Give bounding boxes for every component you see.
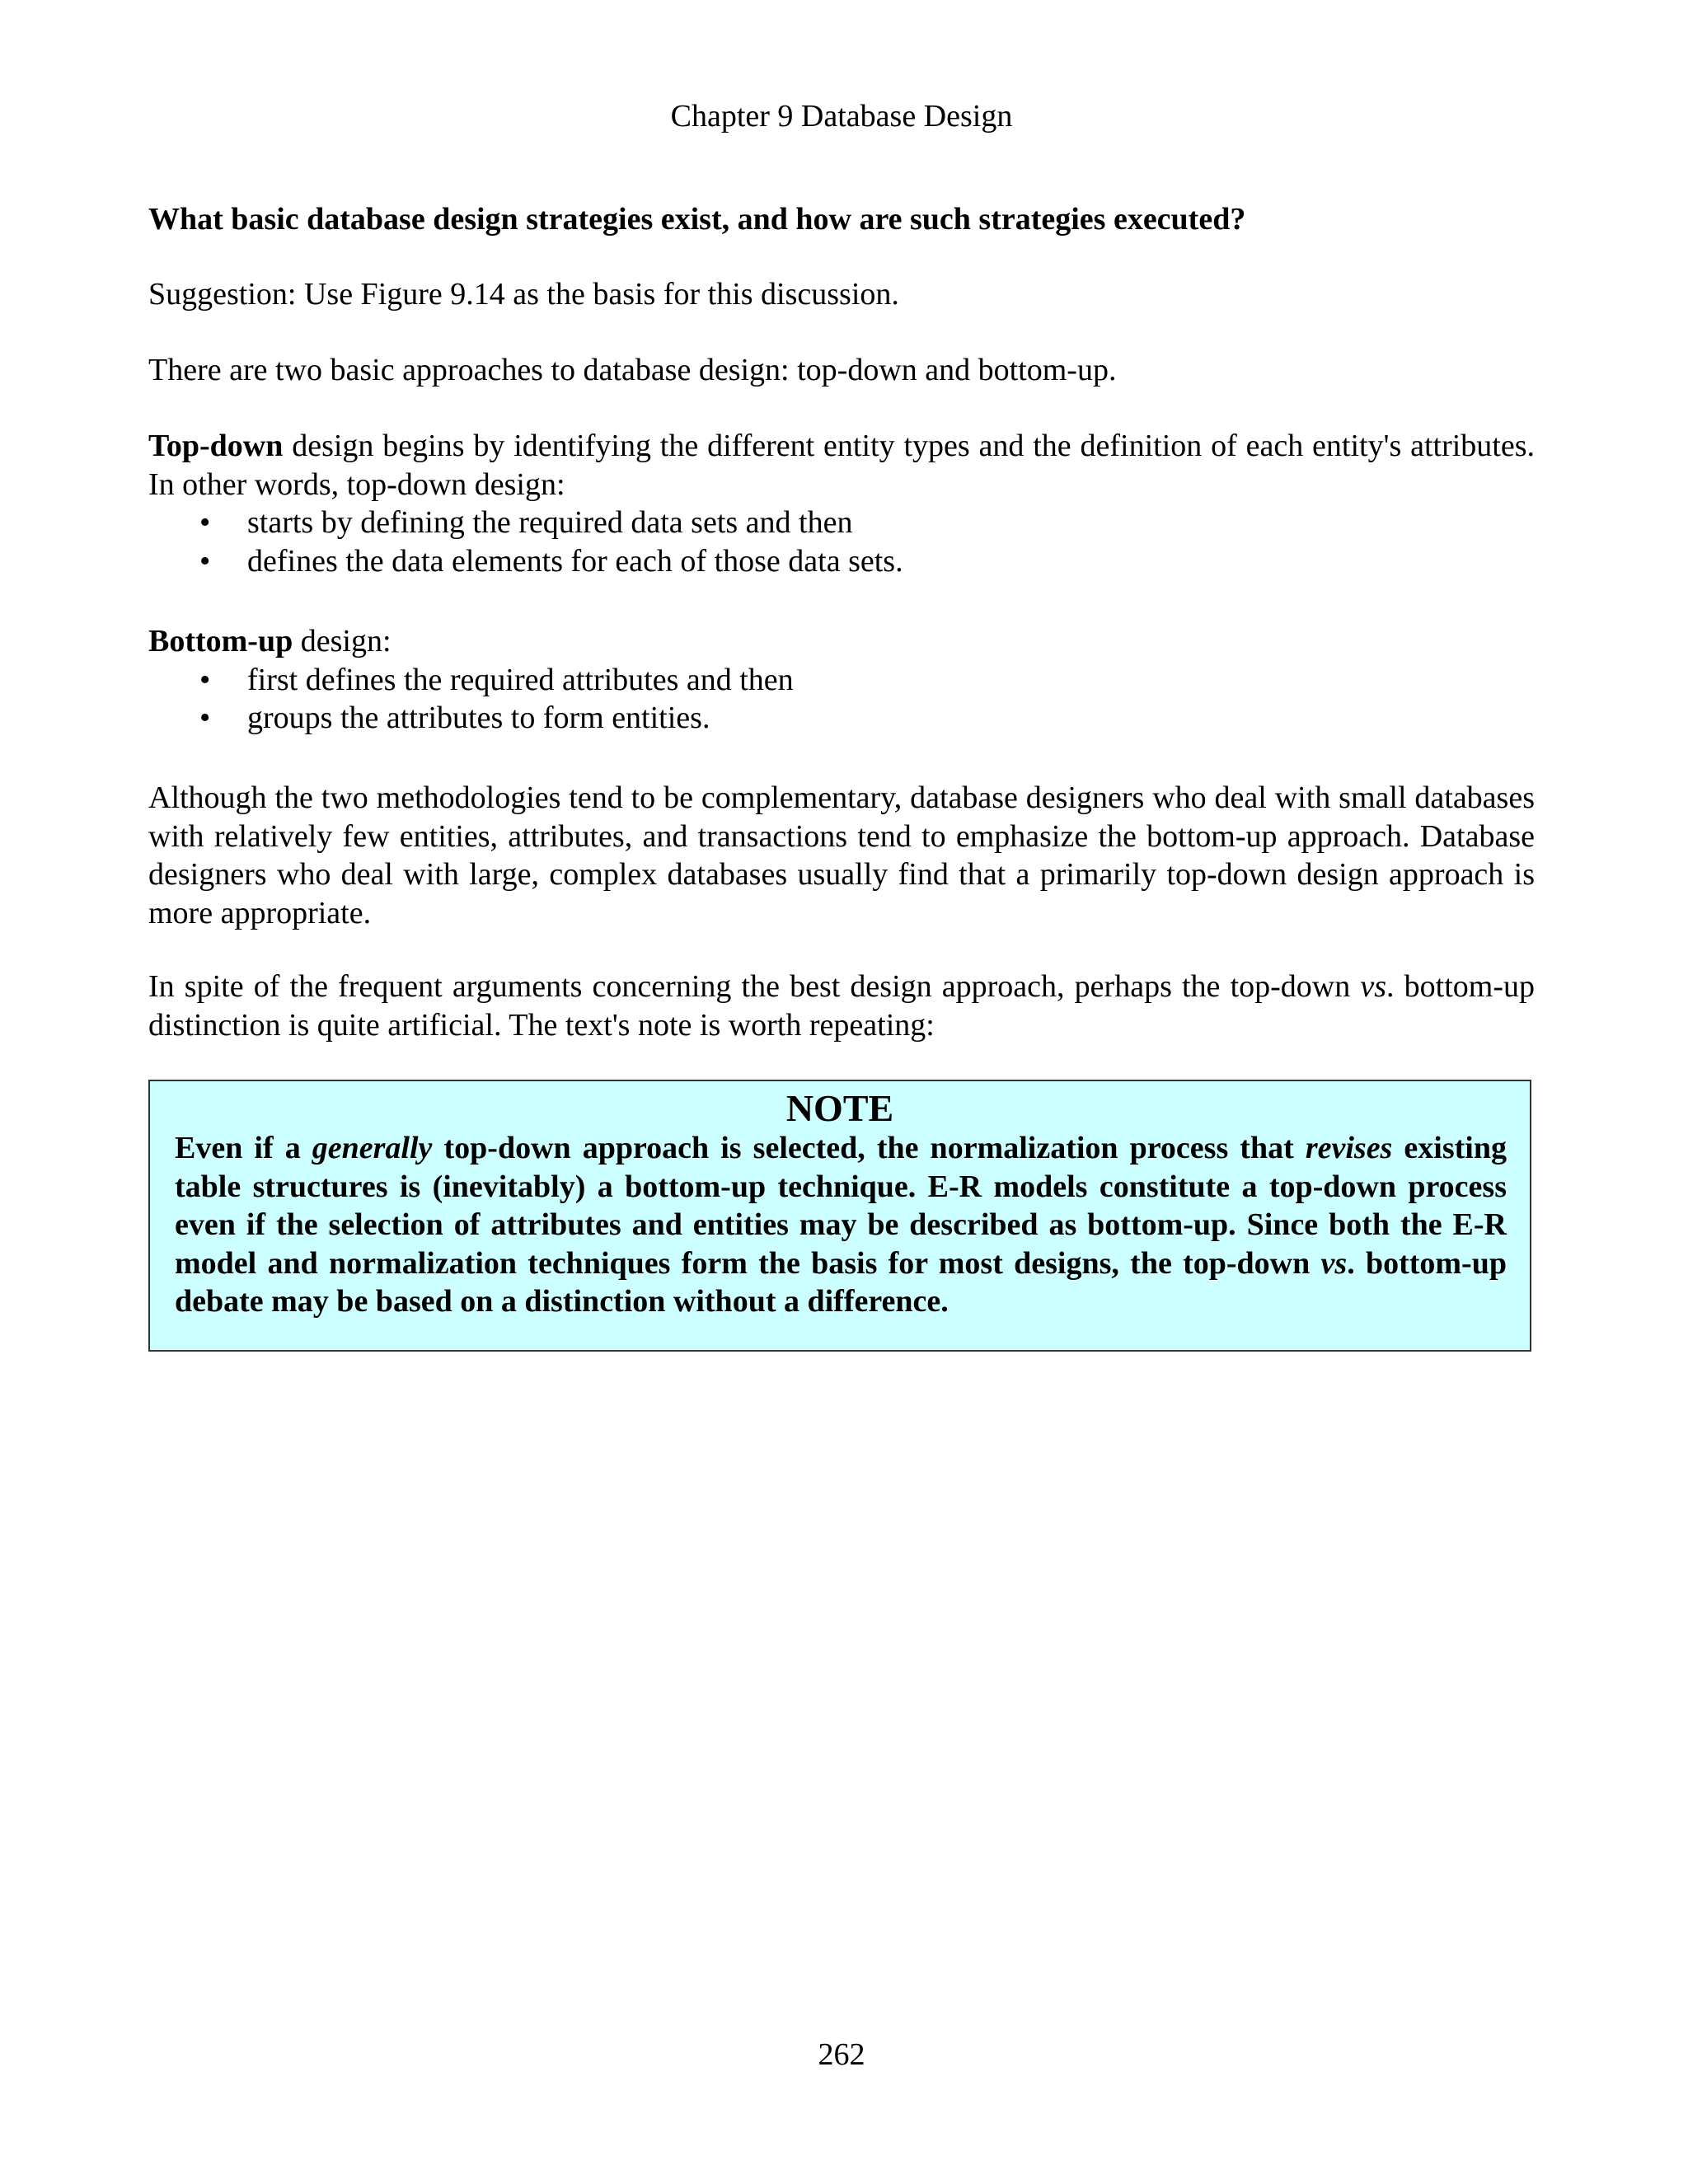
- topdown-paragraph: [148, 427, 1535, 504]
- note-title: NOTE: [785, 1087, 894, 1129]
- list-item-text: starts by defining the required data sets and then: [247, 505, 853, 540]
- bullet-icon: •: [199, 543, 211, 579]
- note-italic-3: vs: [1320, 1245, 1348, 1281]
- list-item: [148, 699, 1535, 738]
- question-heading: What basic database design strategies exist, and how are such strategies executed?: [148, 202, 1246, 237]
- topdown-text: design begins by identifying the different entity types and the definition of each entity's attributes. In other words, top-down design:: [148, 429, 1535, 502]
- bottomup-term: Bottom-up: [148, 624, 293, 658]
- methodologies-paragraph: Although the two methodologies tend to be complementary, database designers who deal with small databases with relatively few entities, attributes, and transactions tend to emphasize the bottom-up approach. Database designers who deal with large, complex databases usually find that a primarily top-down design approach is more appropriate.: [148, 780, 1535, 930]
- suggestion-paragraph: Suggestion: Use Figure 9.14 as the basis for this discussion.: [148, 277, 899, 312]
- note-body: [175, 1129, 1507, 1321]
- note-text-4: . bottom-up debate may be based on a distinction without a difference.: [175, 1245, 1507, 1319]
- list-item: [148, 504, 1535, 542]
- note-text-1: Even if a: [175, 1131, 312, 1165]
- bottomup-paragraph: [148, 622, 1535, 661]
- page-number: 262: [818, 2037, 865, 2072]
- distinction-text-before: In spite of the frequent arguments concerning the best design approach, perhaps the top-down: [148, 969, 1361, 1004]
- topdown-term: Top-down: [148, 429, 284, 463]
- bullet-icon: •: [199, 701, 211, 735]
- bullet-icon: •: [199, 505, 211, 540]
- list-item: [148, 542, 1535, 581]
- bullet-icon: •: [199, 662, 211, 697]
- note-box: [148, 1080, 1531, 1352]
- list-item-text: groups the attributes to form entities.: [247, 701, 710, 735]
- note-italic-2: revises: [1305, 1131, 1393, 1165]
- bottomup-section: [148, 622, 1535, 738]
- intro-paragraph: There are two basic approaches to database design: top-down and bottom-up.: [148, 353, 1117, 387]
- distinction-paragraph: [148, 968, 1535, 1044]
- topdown-section: [148, 427, 1535, 580]
- running-head: Chapter 9 Database Design: [670, 99, 1013, 134]
- note-text-3: existing table structures is (inevitably) a bottom-up technique. E-R models constitute a top-down process even if the selection of attributes and entities may be described as bottom-up. Since both the E-R model and normalization techniques form the basis for most designs, the top-down: [175, 1131, 1507, 1281]
- topdown-bullet-list: [148, 504, 1535, 580]
- distinction-text-after: . bottom-up distinction is quite artificial. The text's note is worth repeating:: [148, 969, 1536, 1043]
- bottomup-text: design:: [293, 624, 392, 658]
- note-italic-1: generally: [312, 1131, 433, 1165]
- list-item-text: defines the data elements for each of those data sets.: [247, 543, 903, 579]
- list-item-text: first defines the required attributes and then: [247, 662, 794, 697]
- note-text-2: top-down approach is selected, the normalization process that: [432, 1131, 1306, 1165]
- distinction-italic: vs: [1360, 969, 1387, 1004]
- list-item: [148, 661, 1535, 700]
- bottomup-bullet-list: [148, 661, 1535, 738]
